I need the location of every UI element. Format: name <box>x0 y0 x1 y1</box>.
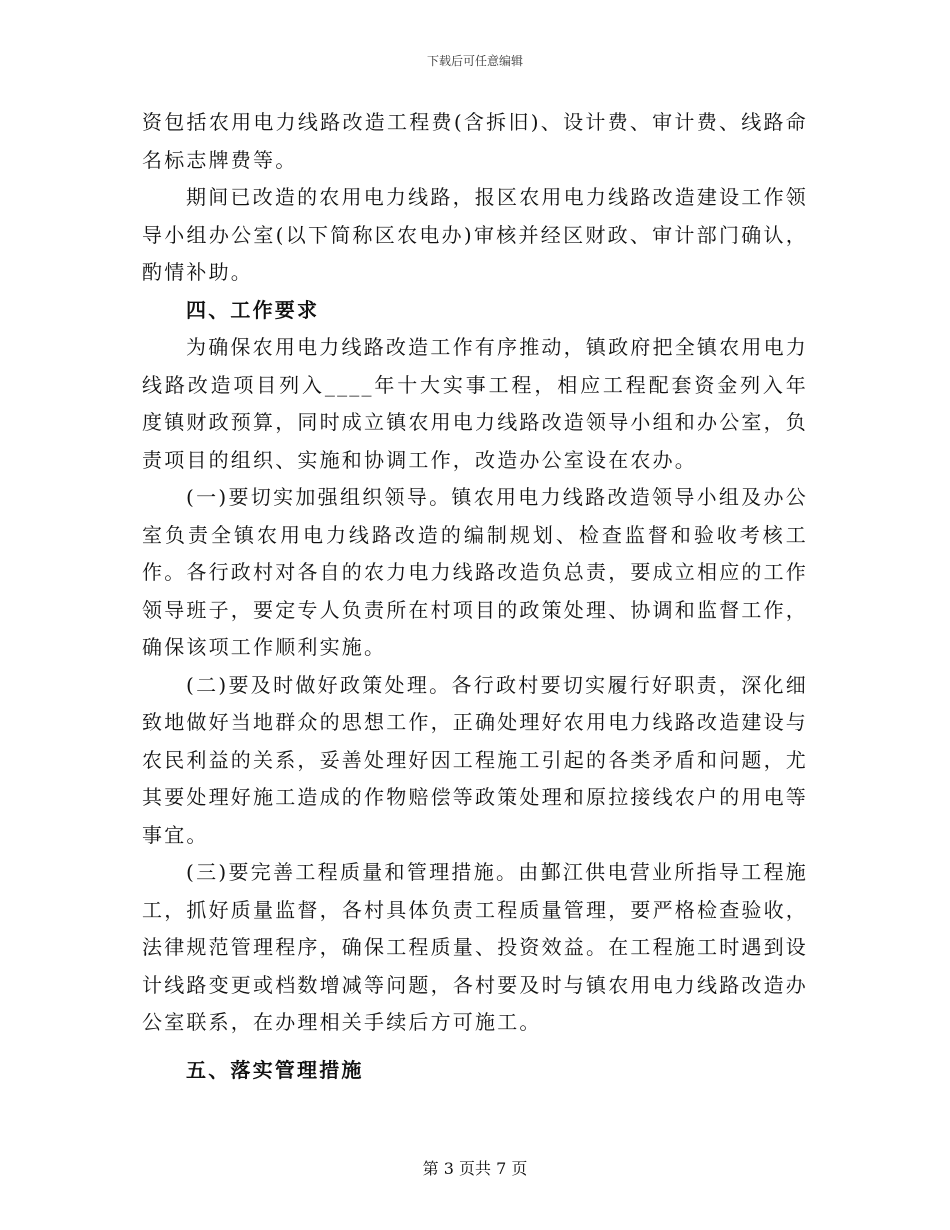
page-header: 下载后可任意编辑 <box>426 54 523 68</box>
paragraph-funding-scope: 资包括农用电力线路改造工程费(含拆旧)、设计费、审计费、线路命名标志牌费等。 <box>142 110 808 172</box>
page-number: 第 3 页共 7 页 <box>422 1159 528 1178</box>
document-body <box>142 104 808 1089</box>
paragraph-policy-handling: (二)要及时做好政策处理。各行政村要切实履行好职责，深化细致地做好当地群众的思想工作，正确处理好农用电力线路改造建设与农民利益的关系，妥善处理好因工程施工引起的各类矛盾和问题，尤其要处理好施工造成的作物赔偿等政策处理和原拉接线农户的用电等事宜。 <box>142 672 808 847</box>
paragraph-work-requirements-intro: 为确保农用电力线路改造工作有序推动，镇政府把全镇农用电力线路改造项目列入____年十大实事工程，相应工程配套资金列入年度镇财政预算，同时成立镇农用电力线路改造领导小组和办公室，负责项目的组织、实施和协调工作，改造办公室设在农办。 <box>142 335 808 472</box>
paragraph-quality-management: (三)要完善工程质量和管理措施。由鄞江供电营业所指导工程施工，抓好质量监督，各村具体负责工程质量管理，要严格检查验收，法律规范管理程序，确保工程质量、投资效益。在工程施工时遇到设计线路变更或档数增减等问题，各村要及时与镇农用电力线路改造办公室联系，在办理相关手续后方可施工。 <box>142 860 808 1034</box>
section-heading-work-requirements: 四、工作要求 <box>186 297 320 322</box>
section-heading-management-measures: 五、落实管理措施 <box>186 1057 364 1082</box>
paragraph-organization-leadership: (一)要切实加强组织领导。镇农用电力线路改造领导小组及办公室负责全镇农用电力线路改造的编制规划、检查监督和验收考核工作。各行政村对各自的农力电力线路改造负总责，要成立相应的工作领导班子，要定专人负责所在村项目的政策处理、协调和监督工作，确保该项工作顺利实施。 <box>142 485 808 659</box>
paragraph-subsidy: 期间已改造的农用电力线路，报区农用电力线路改造建设工作领导小组办公室(以下简称区农电办)审核并经区财政、审计部门确认，酌情补助。 <box>142 185 808 284</box>
